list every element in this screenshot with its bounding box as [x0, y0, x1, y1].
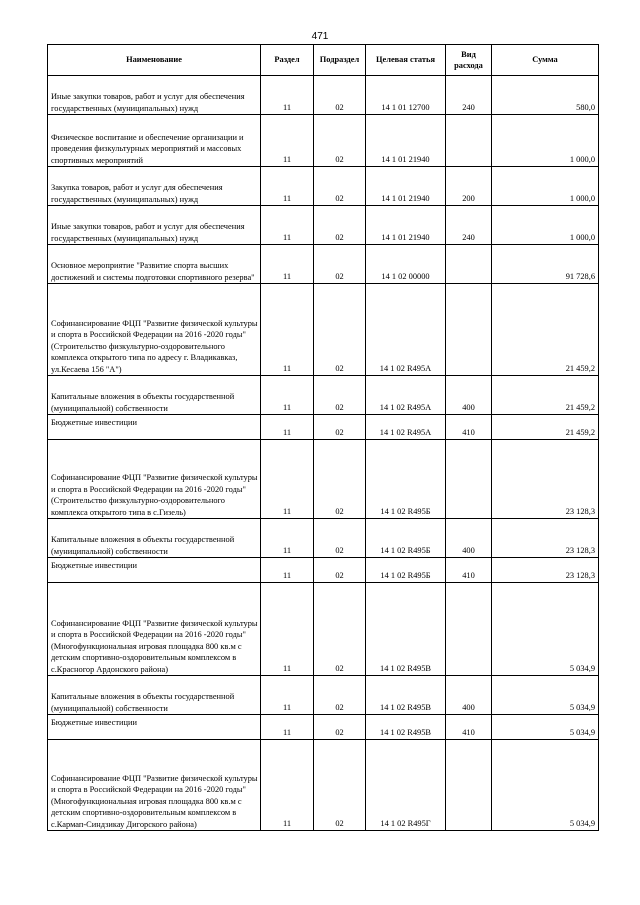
row-section: 11	[261, 440, 314, 519]
row-name: Софинансирование ФЦП "Развитие физической культуры и спорта в Российской Федерации на 2016 -2020 годы" (Многофункциональная игровая площадка 800 кв.м с детским спортивно-оздоровительным комплексом в с.Кармап-Синдзикау Дигорского района)	[48, 740, 261, 831]
table-row	[48, 76, 599, 115]
row-amount: 91 728,6	[492, 245, 599, 284]
row-section: 11	[261, 76, 314, 115]
table-row	[48, 519, 599, 558]
row-amount: 23 128,3	[492, 519, 599, 558]
row-subsection: 02	[314, 115, 366, 167]
row-amount: 21 459,2	[492, 376, 599, 415]
row-amount: 23 128,3	[492, 558, 599, 583]
row-target: 14 1 02 R495Б	[366, 440, 446, 519]
row-amount: 1 000,0	[492, 206, 599, 245]
row-target: 14 1 01 21940	[366, 115, 446, 167]
row-amount: 1 000,0	[492, 167, 599, 206]
row-target: 14 1 02 R495Б	[366, 519, 446, 558]
budget-table	[47, 44, 599, 831]
header-amount: Сумма	[492, 45, 599, 76]
row-target: 14 1 02 R495А	[366, 284, 446, 376]
row-amount: 5 034,9	[492, 715, 599, 740]
table-row	[48, 415, 599, 440]
row-subsection: 02	[314, 167, 366, 206]
row-target: 14 1 02 R495В	[366, 676, 446, 715]
row-section: 11	[261, 740, 314, 831]
row-name: Софинансирование ФЦП "Развитие физической культуры и спорта в Российской Федерации на 2016 -2020 годы" (Строительство физкультурно-оздоровительного комплекса открытого типа по адресу г. Владикавказ, ул.Кесаева 156 "А")	[48, 284, 261, 376]
row-expense-type: 240	[446, 76, 492, 115]
row-subsection: 02	[314, 740, 366, 831]
row-subsection: 02	[314, 245, 366, 284]
row-target: 14 1 02 R495А	[366, 415, 446, 440]
row-expense-type	[446, 740, 492, 831]
row-target: 14 1 01 12700	[366, 76, 446, 115]
table-row	[48, 583, 599, 676]
row-expense-type	[446, 440, 492, 519]
row-target: 14 1 02 R495Г	[366, 740, 446, 831]
row-expense-type	[446, 284, 492, 376]
table-header-row	[48, 45, 599, 76]
row-expense-type	[446, 115, 492, 167]
row-subsection: 02	[314, 284, 366, 376]
row-amount: 21 459,2	[492, 284, 599, 376]
table-row	[48, 676, 599, 715]
header-expense-type: Вид расхода	[446, 45, 492, 76]
row-name: Капитальные вложения в объекты государственной (муниципальной) собственности	[48, 519, 261, 558]
table-row	[48, 558, 599, 583]
row-name: Софинансирование ФЦП "Развитие физической культуры и спорта в Российской Федерации на 2016 -2020 годы" (Многофункциональная игровая площадка 800 кв.м с детским спортивно-оздоровительным комплексом в с.Красногор Ардонского района)	[48, 583, 261, 676]
table-row	[48, 206, 599, 245]
row-subsection: 02	[314, 206, 366, 245]
row-section: 11	[261, 558, 314, 583]
row-subsection: 02	[314, 676, 366, 715]
row-section: 11	[261, 376, 314, 415]
row-subsection: 02	[314, 76, 366, 115]
row-amount: 21 459,2	[492, 415, 599, 440]
row-name: Бюджетные инвестиции	[48, 558, 261, 583]
row-expense-type: 400	[446, 676, 492, 715]
row-name: Физическое воспитание и обеспечение организации и проведения физкультурных мероприятий и массовых спортивных мероприятий	[48, 115, 261, 167]
table-row	[48, 245, 599, 284]
row-section: 11	[261, 583, 314, 676]
row-name: Капитальные вложения в объекты государственной (муниципальной) собственности	[48, 676, 261, 715]
row-amount: 23 128,3	[492, 440, 599, 519]
row-expense-type	[446, 583, 492, 676]
header-name: Наименование	[48, 45, 261, 76]
row-section: 11	[261, 519, 314, 558]
row-section: 11	[261, 284, 314, 376]
table-row	[48, 376, 599, 415]
row-expense-type: 400	[446, 519, 492, 558]
row-amount: 5 034,9	[492, 583, 599, 676]
header-target: Целевая статья	[366, 45, 446, 76]
row-amount: 1 000,0	[492, 115, 599, 167]
row-section: 11	[261, 715, 314, 740]
row-target: 14 1 01 21940	[366, 206, 446, 245]
row-name: Капитальные вложения в объекты государственной (муниципальной) собственности	[48, 376, 261, 415]
row-expense-type: 240	[446, 206, 492, 245]
row-expense-type: 410	[446, 558, 492, 583]
row-expense-type: 200	[446, 167, 492, 206]
row-subsection: 02	[314, 519, 366, 558]
row-name: Бюджетные инвестиции	[48, 415, 261, 440]
row-section: 11	[261, 676, 314, 715]
row-name: Закупка товаров, работ и услуг для обеспечения государственных (муниципальных) нужд	[48, 167, 261, 206]
row-subsection: 02	[314, 715, 366, 740]
row-name: Бюджетные инвестиции	[48, 715, 261, 740]
table-row	[48, 740, 599, 831]
row-subsection: 02	[314, 558, 366, 583]
row-name: Иные закупки товаров, работ и услуг для обеспечения государственных (муниципальных) нужд	[48, 76, 261, 115]
row-section: 11	[261, 115, 314, 167]
row-amount: 5 034,9	[492, 676, 599, 715]
table-row	[48, 284, 599, 376]
row-section: 11	[261, 206, 314, 245]
row-expense-type: 410	[446, 715, 492, 740]
row-target: 14 1 02 R495А	[366, 376, 446, 415]
row-name: Иные закупки товаров, работ и услуг для обеспечения государственных (муниципальных) нужд	[48, 206, 261, 245]
row-subsection: 02	[314, 440, 366, 519]
row-expense-type: 410	[446, 415, 492, 440]
row-subsection: 02	[314, 376, 366, 415]
header-section: Раздел	[261, 45, 314, 76]
row-section: 11	[261, 245, 314, 284]
table-row	[48, 715, 599, 740]
row-target: 14 1 02 R495Б	[366, 558, 446, 583]
row-target: 14 1 02 R495В	[366, 715, 446, 740]
row-section: 11	[261, 167, 314, 206]
row-subsection: 02	[314, 415, 366, 440]
row-name: Софинансирование ФЦП "Развитие физической культуры и спорта в Российской Федерации на 2016 -2020 годы" (Строительство физкультурно-оздоровительного комплекса открытого типа в с.Гизель)	[48, 440, 261, 519]
table-row	[48, 167, 599, 206]
row-target: 14 1 02 R495В	[366, 583, 446, 676]
table-row	[48, 440, 599, 519]
row-expense-type	[446, 245, 492, 284]
row-subsection: 02	[314, 583, 366, 676]
row-name: Основное мероприятие "Развитие спорта высших достижений и системы подготовки спортивного резерва"	[48, 245, 261, 284]
row-amount: 5 034,9	[492, 740, 599, 831]
row-target: 14 1 01 21940	[366, 167, 446, 206]
page-number: 471	[311, 31, 329, 42]
row-target: 14 1 02 00000	[366, 245, 446, 284]
header-subsection: Подраздел	[314, 45, 366, 76]
row-section: 11	[261, 415, 314, 440]
table-row	[48, 115, 599, 167]
row-expense-type: 400	[446, 376, 492, 415]
row-amount: 580,0	[492, 76, 599, 115]
